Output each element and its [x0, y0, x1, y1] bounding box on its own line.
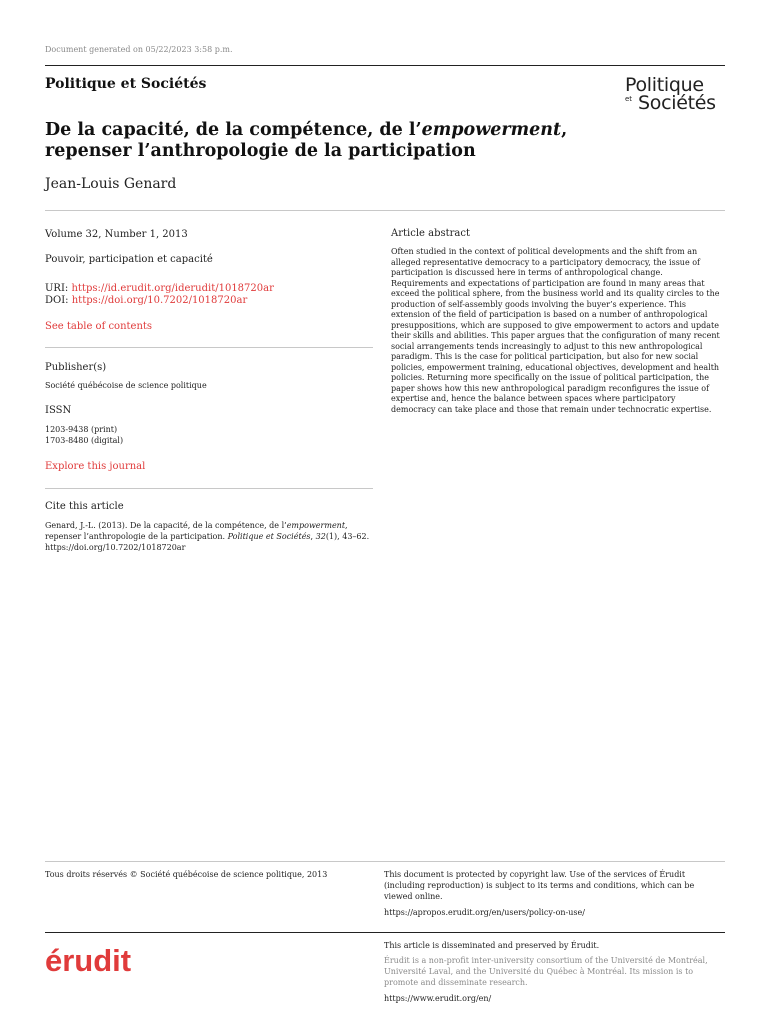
uri-row — [45, 283, 274, 295]
citation-f: 32 — [315, 532, 326, 541]
rights-notice: Tous droits réservés © Société québécoise de science politique, 2013 — [45, 870, 328, 879]
explore-journal-link[interactable]: Explore this journal — [45, 461, 146, 472]
erudit-logo[interactable] — [45, 938, 145, 978]
issn-print: 1203-9438 (print) — [45, 425, 118, 434]
divider-2 — [45, 488, 373, 489]
logo-line-1: Politique — [625, 74, 704, 96]
article-title — [45, 120, 625, 162]
publisher-name: Société québécoise de science politique — [45, 381, 207, 390]
title-part-2: , repenser l’anthropologie de la participation — [45, 120, 568, 161]
erudit-wordmark: érudit — [45, 943, 132, 978]
citation-b: empowerment — [286, 521, 346, 530]
citation-g: (1), 43–62. https://doi.org/10.7202/1018720ar — [45, 532, 370, 552]
citation-c: , repenser l’anthropologie de la participation. — [45, 521, 348, 541]
title-italic: empowerment — [421, 120, 562, 140]
citation-e: , — [310, 532, 316, 541]
footer-rule — [45, 861, 725, 862]
doi-link[interactable]: https://doi.org/10.7202/1018720ar — [71, 295, 248, 306]
doi-row — [45, 295, 247, 307]
copyright-notice: This document is protected by copyright law. Use of the services of Érudit (including reproduction) is subject to its terms and conditions, which can be viewed online. — [384, 870, 695, 901]
top-rule — [45, 65, 725, 66]
logo-line-2: et — [625, 95, 633, 103]
issn-digital: 1703-8480 (digital) — [45, 436, 124, 445]
citation-d: Politique et Sociétés — [227, 532, 311, 541]
volume-info: Volume 32, Number 1, 2013 — [45, 229, 188, 240]
journal-name: Politique et Sociétés — [45, 76, 207, 92]
uri-label: URI: — [45, 283, 69, 294]
doi-label: DOI: — [45, 295, 69, 306]
footer-dark-rule — [45, 932, 725, 933]
divider-1 — [45, 347, 373, 348]
table-of-contents-link[interactable]: See table of contents — [45, 321, 153, 332]
erudit-logo-graphic — [45, 938, 145, 978]
policy-link[interactable]: https://apropos.erudit.org/en/users/policy-on-use/ — [384, 908, 585, 917]
issue-title: Pouvoir, participation et capacité — [45, 254, 213, 265]
erudit-link[interactable]: https://www.erudit.org/en/ — [384, 994, 492, 1003]
issn-heading: ISSN — [45, 405, 72, 416]
journal-logo — [612, 75, 726, 115]
title-part-1: De la capacité, de la compétence, de l’ — [45, 120, 422, 140]
logo-line-3: Sociétés — [638, 92, 716, 114]
article-author: Jean-Louis Genard — [45, 176, 177, 192]
erudit-about: Érudit is a non-profit inter-university consortium of the Université de Montréal, Université Laval, and the Université du Québec à Montréal. Its mission is to promote and disseminate research. — [384, 956, 708, 987]
header-rule — [45, 210, 725, 211]
abstract-text: Often studied in the context of political developments and the shift from an alleged representative democracy to a participatory democracy, the issue of participation is discussed here in terms of anthropological change. Requirements and expectations of participation are found in many areas that exceed the political sphere, from the business world and its quality circles to the production of self-assembly goods involving the buyer’s experience. This extension of the field of participation is based on a number of anthropological presuppositions, which are supposed to give empowerment to actors and update their skills and abilities. This paper argues that the configuration of many recent social arrangements tends increasingly to adjust to this new anthropological paradigm. This is the case for political participation, but also for new social policies, empowerment training, educational objectives, development and health policies. Returning more specifically on the issue of political participation, the paper shows how this new anthropological paradigm reconfigures the issue of expertise and, hence the balance between spaces where participatory democracy can take place and those that remain under technocratic expertise. — [391, 247, 720, 414]
abstract-heading: Article abstract — [391, 228, 470, 239]
citation — [45, 520, 375, 553]
uri-link[interactable]: https://id.erudit.org/iderudit/1018720ar — [71, 283, 274, 294]
citation-a: Genard, J.-L. (2013). De la capacité, de la compétence, de l’ — [45, 521, 287, 530]
publisher-heading: Publisher(s) — [45, 362, 107, 373]
cite-heading: Cite this article — [45, 501, 124, 512]
disseminated-notice: This article is disseminated and preserved by Érudit. — [384, 941, 600, 950]
generation-date: Document generated on 05/22/2023 3:58 p.m. — [45, 45, 233, 54]
